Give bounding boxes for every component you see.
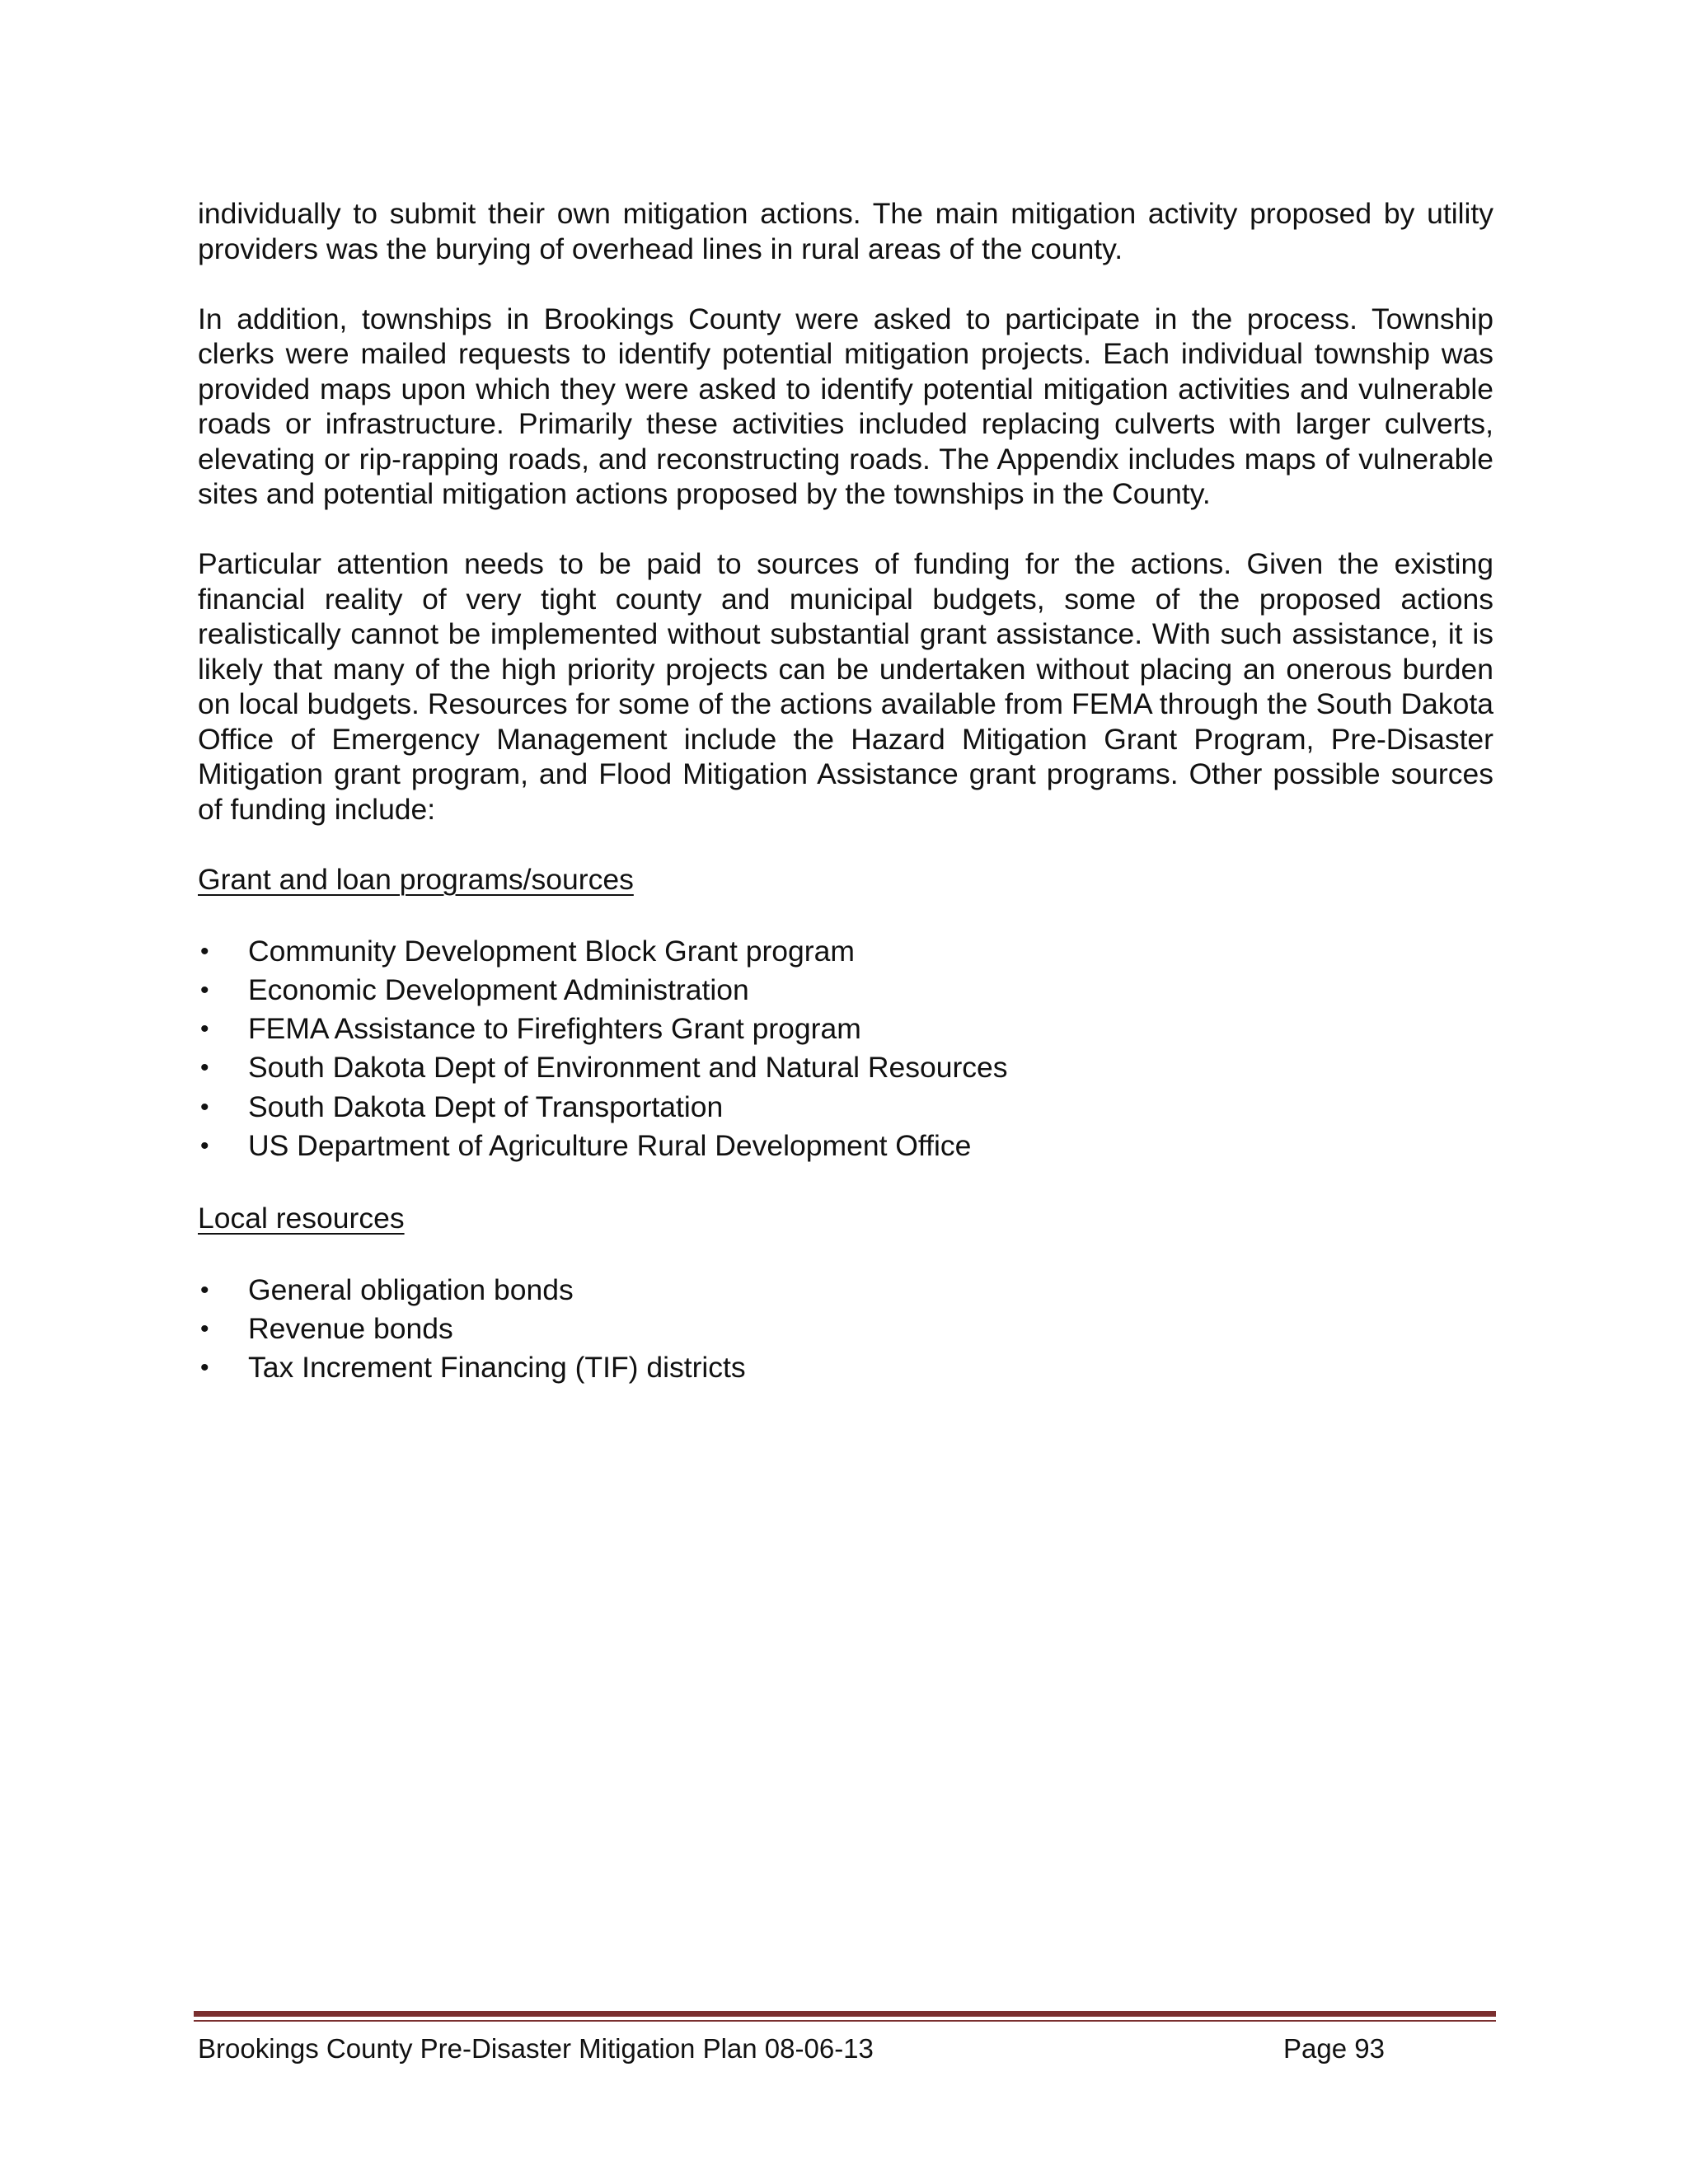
bullet-icon: • [200,1132,209,1160]
list-item-text: Tax Increment Financing (TIF) districts [248,1351,746,1385]
list-item [198,1088,1493,1127]
bullet-icon: • [200,937,209,965]
footer-divider-thin [194,2020,1496,2022]
footer-divider [194,2011,1496,2024]
page-body [198,196,1493,1388]
list-item [198,1271,1493,1310]
list-item-text: South Dakota Dept of Environment and Natural Resources [248,1051,1008,1085]
bullet-icon: • [200,1315,209,1343]
list-item [198,1048,1493,1087]
footer-divider-thick [194,2011,1496,2017]
list-item-text: US Department of Agriculture Rural Development Office [248,1128,972,1162]
page-footer [194,2011,1496,2064]
bullet-icon: • [200,1015,209,1043]
bullet-icon: • [200,1354,209,1382]
list-item [198,1348,1493,1387]
list-item [198,971,1493,1010]
list-item-text: General obligation bonds [248,1272,574,1306]
footer-page-number: Page 93 [1283,2033,1385,2064]
paragraph: In addition, townships in Brookings County were asked to participate in the process. Township clerks were mailed requests to identify potential mitigation projects. Each individual township was provided maps upon which they were asked to identify potential mitigation activities and vulnerable roads or infrastructure. Primarily these activities included replacing culverts with larger culverts, elevating or rip-rapping roads, and reconstructing roads. The Appendix includes maps of vulnerable sites and potential mitigation actions proposed by the townships in the County. [198,302,1493,510]
section-spacer [198,897,1493,932]
paragraph: Particular attention needs to be paid to sources of funding for the actions. Given the existing financial reality of very tight county and municipal budgets, some of the proposed actions realistically cannot be implemented without substantial grant assistance. With such assistance, it is likely that many of the high priority projects can be undertaken without placing an onerous burden on local budgets. Resources for some of the actions available from FEMA through the South Dakota Office of Emergency Management include the Hazard Mitigation Grant Program, Pre-Disaster Mitigation grant program, and Flood Mitigation Assistance grant programs. Other possible sources of funding include: [198,547,1493,826]
list-item-text: South Dakota Dept of Transportation [248,1090,724,1123]
list-item [198,1127,1493,1165]
section-heading-grant-loan: Grant and loan programs/sources [198,862,634,896]
section-spacer [198,1235,1493,1271]
paragraph-spacer [198,266,1493,302]
section-heading-local-resources: Local resources [198,1201,405,1235]
local-resources-list [198,1271,1493,1388]
list-item-text: Economic Development Administration [248,972,749,1006]
list-item [198,932,1493,971]
list-item-text: Revenue bonds [248,1312,453,1346]
section-spacer [198,1165,1493,1201]
list-item-text: Community Development Block Grant program [248,934,855,968]
list-item-text: FEMA Assistance to Firefighters Grant program [248,1012,861,1046]
bullet-icon: • [200,1093,209,1121]
footer-document-title: Brookings County Pre-Disaster Mitigation Plan 08-06-13 [198,2033,874,2064]
list-item [198,1310,1493,1348]
paragraph: individually to submit their own mitigation actions. The main mitigation activity proposed by utility providers was the burying of overhead lines in rural areas of the county. [198,197,1493,265]
bullet-icon: • [200,1054,209,1082]
paragraph-spacer [198,827,1493,862]
paragraph-spacer [198,512,1493,547]
list-item [198,1010,1493,1048]
grant-loan-list [198,932,1493,1166]
bullet-icon: • [200,976,209,1004]
bullet-icon: • [200,1276,209,1304]
